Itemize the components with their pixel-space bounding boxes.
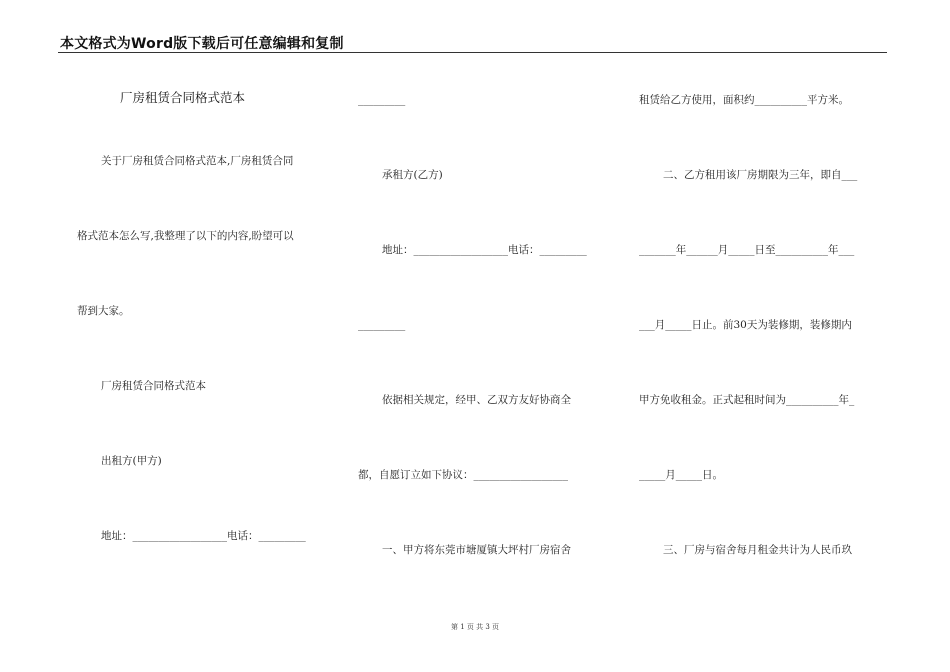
paragraph-line: 格式范本怎么写,我整理了以下的内容,盼望可以 xyxy=(77,230,294,242)
date-line: _______年______月_____日至__________年___ xyxy=(639,244,855,256)
header-text: 本文格式为Word版下载后可任意编辑和复制 xyxy=(60,36,344,52)
clause-line: 三、厂房与宿舍每月租金共计为人民币玖 xyxy=(663,544,852,556)
date-line: ___月_____日止。前30天为装修期，装修期内 xyxy=(639,319,852,331)
date-line: _____月_____日。 xyxy=(639,469,723,481)
paragraph-line: 都，自愿订立如下协议：__________________ xyxy=(358,469,568,481)
section-heading: 厂房租赁合同格式范本 xyxy=(101,380,206,392)
clause-line: 一、甲方将东莞市塘厦镇大坪村厂房宿舍 xyxy=(382,544,571,556)
paragraph-line: 租赁给乙方使用，面积约__________平方米。 xyxy=(639,94,849,106)
blank-line: _________ xyxy=(358,94,406,106)
party-label: 承租方(乙方) xyxy=(382,169,443,181)
document-title: 厂房租赁合同格式范本 xyxy=(120,90,246,105)
header-divider xyxy=(58,52,887,53)
page-number: 第 1 页 共 3 页 xyxy=(450,623,500,631)
paragraph-line: 甲方免收租金。正式起租时间为__________年_ xyxy=(639,394,855,406)
party-label: 出租方(甲方) xyxy=(101,455,162,467)
address-phone-line: 地址：__________________电话：_________ xyxy=(101,530,306,542)
paragraph-line: 帮到大家。 xyxy=(77,305,130,317)
paragraph-line: 依据相关规定，经甲、乙双方友好协商全 xyxy=(382,394,571,406)
paragraph-line: 关于厂房租赁合同格式范本,厂房租赁合同 xyxy=(101,155,294,167)
blank-line: _________ xyxy=(358,319,406,331)
address-phone-line: 地址：__________________电话：_________ xyxy=(382,244,587,256)
clause-line: 二、乙方租用该厂房期限为三年，即自___ xyxy=(663,169,858,181)
